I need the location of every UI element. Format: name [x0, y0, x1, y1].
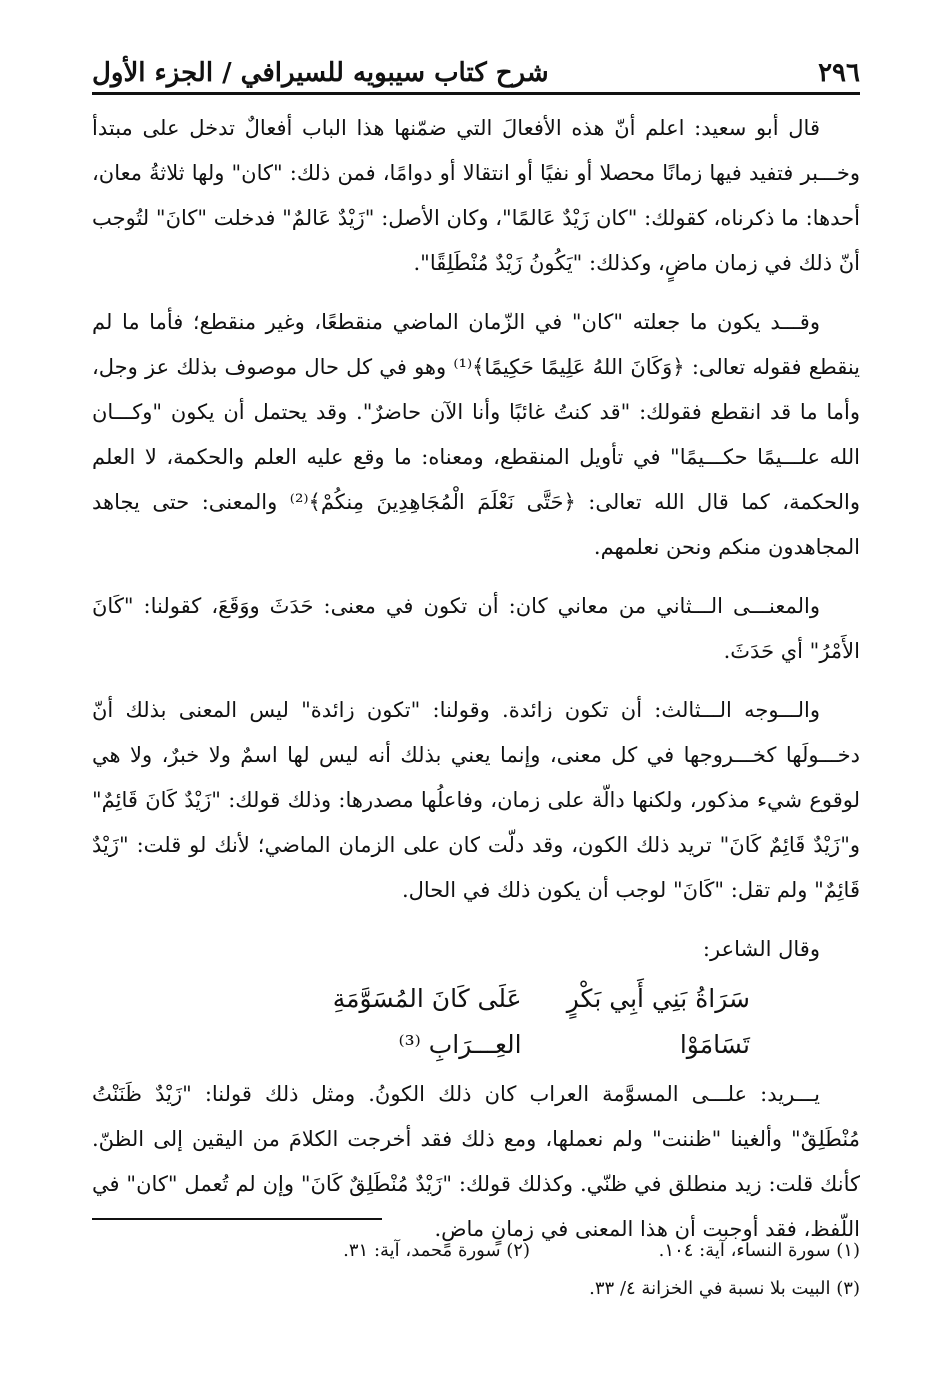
paragraph-4: والـــوجه الـــثالث: أن تكون زائدة. وقولنا: "تكون زائدة" ليس المعنى بذلك أنّ دخـــولَها كخـــروجها في كل معنى، وإنما يعني بذلك أنه ليس لها اسمٌ ولا خبرٌ، ولا هي لوقوع شيء مذكور، ولكنها دالّة على زمان، وفاعلُها مصدرها: وذلك قولك: "زَيْدٌ كَانَ قَائِمٌ" و"زَيْدٌ قَائِمٌ كَانَ" تريد ذلك الكون، وقد دلّت كان على الزمان الماضي؛ لأنك لو قلت: "زَيْدٌ قَائِمٌ" ولم تقل: "كَانَ" لوجب أن يكون ذلك في الحال. — [92, 698, 860, 902]
poem-verse — [92, 976, 860, 1068]
page-number: ٢٩٦ — [818, 58, 860, 88]
poem-second-hemistich: عَلَى كَانَ المُسَوَّمَةِ العِـــرَابِ ⁽³⁾ — [332, 984, 522, 1059]
footnote-row — [92, 1232, 860, 1270]
footnotes — [92, 1232, 860, 1308]
footnote-2: (٢) سورة محمد، آية: ٣١. — [343, 1240, 530, 1261]
paragraph-3: والمعنـــى الـــثاني من معاني كان: أن تكون في معنى: حَدَثَ ووَقَعَ، كقولنا: "كَانَ الأَمْرُ" أي حَدَثَ. — [92, 594, 860, 663]
footnote-rule — [92, 1218, 382, 1220]
page-header — [92, 44, 860, 88]
paragraph-1: قال أبو سعيد: اعلم أنّ هذه الأفعالَ التي ضمّنها هذا الباب أفعالٌ تدخل على مبتدأ وخـــبر فتفيد فيها زمانًا محصلا أو نفيًا أو انتقالا أو دوامًا، فمن ذلك: "كان" ولها ثلاثةُ معان، أحدها: ما ذكرناه، كقولك: "كان زَيْدٌ عَالمًا"، وكان الأصل: "زَيْدٌ عَالمٌ" فدخلت "كانَ" لتُوجب أنّ ذلك في زمان ماضٍ، وكذلك: "يَكُونُ زَيْدٌ مُنْطَلِقًا". — [92, 116, 860, 275]
poem-intro: وقال الشاعر: — [702, 937, 820, 961]
header-rule — [92, 92, 860, 95]
poem-first-hemistich: سَرَاةُ بَنِي أَبِي بَكْرٍ تَسَامَوْا — [566, 984, 750, 1059]
main-text — [92, 106, 861, 1241]
paragraph-2: وقـــد يكون ما جعلته "كان" في الزّمان الماضي منقطعًا، وغير منقطع؛ فأما ما لم ينقطع فقوله تعالى: ﴿وَكَانَ اللهُ عَلِيمًا حَكِيمًا﴾⁽¹⁾ وهو في كل حال موصوف بذلك عز وجل، وأما ما قد انقطع فقولك: "قد كنتُ غائبًا وأنا الآن حاضرٌ". وقد يحتمل أن يكون "وكـــان الله علـــيمًا حكـــيمًا" في تأويل المنقطع، ومعناه: ما وقع عليه العلم والحكمة، لا العلم والحكمة، كما قال الله تعالى: ﴿حَتَّى نَعْلَمَ الْمُجَاهِدِينَ مِنكُمْ﴾⁽²⁾ والمعنى: حتى يجاهد المجاهدون منكم ونحن نعلمهم. — [92, 310, 861, 559]
footnote-3: (٣) البيت بلا نسبة في الخزانة ٤/ ٣٣. — [589, 1278, 860, 1299]
closing-paragraph: يـــريد: علـــى المسوَّمة العراب كان ذلك الكونُ. ومثل ذلك قولنا: "زَيْدٌ ظَنَنْتُ مُنْطَلِقٌ" وألغينا "ظننت" ولم نعملها، ومع ذلك فقد أخرجت الكلامَ من اليقين إلى الظنّ. كأنك قلت: زيد منطلق في ظنّي. وكذلك قولك: "زَيْدٌ مُنْطَلِقٌ كَانَ" وإن لم تُعمل "كان" في اللّفظ، فقد أوجبت أن هذا المعنى في زمانٍ ماضٍ. — [92, 1082, 860, 1241]
footnote-1: (١) سورة النساء، آية: ١٠٤. — [658, 1240, 860, 1261]
running-title: شرح كتاب سيبويه للسيرافي / الجزء الأول — [92, 58, 549, 88]
